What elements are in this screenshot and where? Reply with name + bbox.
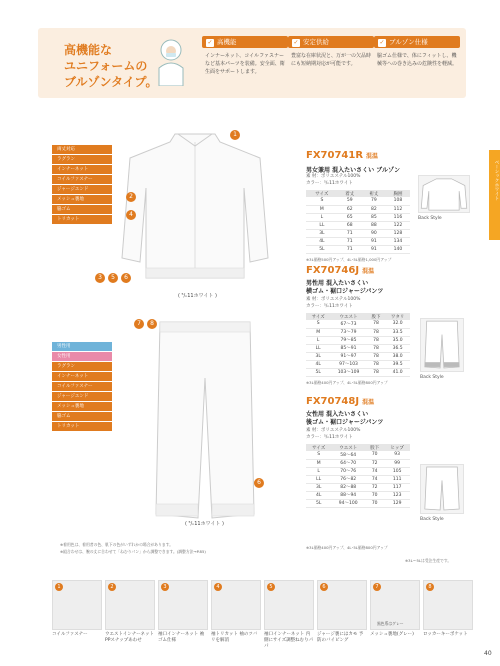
hero-title: 高機能な ユニフォームの ブルゾンタイプ。: [64, 43, 158, 89]
product3-back-style-image: [420, 464, 464, 514]
product2-back-style-image: [420, 318, 464, 372]
tag: トリカット: [52, 422, 112, 431]
table-row: 5L 71 91 140: [306, 245, 410, 253]
product2-name: 男性用 混入たいさくい 横ゴム・裾口ジャージパンツ: [306, 280, 384, 295]
product2-feature-tags: [52, 342, 112, 432]
tag: 男性用: [52, 342, 112, 351]
marker-5: 5: [108, 273, 118, 283]
tag: 脇ゴム: [52, 412, 112, 421]
table-row: S 58～64 70 93: [306, 451, 410, 459]
product3-size-table: サイズ ウエスト 股下 ヒップ S 58～64 70 93 M 64～70 72 99 L 70～76 74 105 LL 76～82 74 111 3L 82～88 72 117 4L 88～94 70 123 5L 94～100 70 129: [306, 444, 410, 508]
table-row: 4L 97～103 78 39.5: [306, 360, 410, 368]
detail-caption-8: ロッカーキーポケット: [423, 632, 468, 637]
table-row: L 65 85 116: [306, 213, 410, 221]
page-number: 40: [484, 650, 492, 657]
product3-name: 女性用 混入たいさくい 後ゴム・裾口ジャージパンツ: [306, 411, 384, 426]
product1-price-note: ※3L価格500円アップ、4L･5L価格1,000円アップ: [306, 257, 392, 262]
tag: ラグラン: [52, 155, 112, 164]
product1-back-label: Back Style: [418, 216, 442, 221]
detail-thumb-7: 7 黒色系はグレー: [370, 580, 420, 630]
product1-size-table: サイズ 着丈 裄丈 胸囲 S 59 79 108 M 62 82 112 L 65 85 116 LL 68 88 122 3L 71 90 128 4L 71 91 134 5L 71 91 140: [306, 190, 410, 254]
product2-meta: 素 材：ポリエステル100% カラー：⁵/ₙ11ホワイト: [306, 297, 361, 309]
tag: トリカット: [52, 215, 112, 224]
table-row: LL 68 88 122: [306, 221, 410, 229]
tag: インナーネット: [52, 165, 112, 174]
marker-6: 6: [121, 273, 131, 283]
table-row: LL 85～91 78 36.5: [306, 344, 410, 352]
product3-back-label: Back Style: [420, 517, 444, 522]
table-row: M 73～79 78 33.5: [306, 328, 410, 336]
marker-6-pants: 6: [254, 478, 264, 488]
detail-caption-1: コイルファスナー: [52, 632, 88, 637]
product2-color-caption: ( ⁵/ₙ11ホワイト ): [185, 521, 224, 527]
detail-caption-6: ジャージ裏にはカモ 予防のバイピング: [317, 632, 364, 643]
table-row: 4L 88～94 70 123: [306, 491, 410, 499]
marker-4: 4: [126, 210, 136, 220]
table-row: 5L 94～100 70 129: [306, 499, 410, 507]
product2-id: FX70746J 混温: [306, 265, 375, 276]
detail-inset-label: 黒色系はグレー: [377, 621, 404, 626]
tag: ジャージエンド: [52, 392, 112, 401]
tag: ラグラン: [52, 362, 112, 371]
table-row: S 59 79 108: [306, 197, 410, 205]
marker-1: 1: [230, 130, 240, 140]
tag: ジャージエンド: [52, 185, 112, 194]
table-row: M 64～70 72 99: [306, 459, 410, 467]
feature-blouson-spec: ✓ ブルゾン仕様 脇ゴム仕様で、体にフィットし、機械等への巻き込みの危険性を軽減。: [374, 36, 460, 68]
marker-3: 3: [95, 273, 105, 283]
product1-id: FX70741R 混温: [306, 150, 379, 161]
worker-figure-icon: [154, 38, 188, 86]
detail-caption-5: 袖口インナーネット 内側にサイズ調整ねむりパパ: [264, 632, 314, 649]
category-side-label: ベーシックホワイト: [494, 160, 499, 201]
product3-meta: 素 材：ポリエステル100% カラー：⁵/ₙ11ホワイト: [306, 428, 361, 440]
product2-price-note: ※3L価格400円アップ、4L･5L価格800円アップ: [306, 380, 388, 385]
jacket-image: [120, 128, 270, 290]
footnote-2: ※組合わせは、腕の丈に合わせて「ねむりパン」から調整できます。(調整方法→P.85): [60, 549, 206, 554]
detail-caption-2: ウエストインナーネット PPスナップあわせ: [105, 632, 155, 643]
tag: 両丈対応: [52, 145, 112, 154]
detail-thumb-1: 1: [52, 580, 102, 630]
tag: 女性用: [52, 352, 112, 361]
table-row: LL 76～82 74 111: [306, 475, 410, 483]
detail-thumb-8: 8: [423, 580, 473, 630]
made-to-order-note: ※3L～5Lは受注生産です。: [405, 558, 452, 563]
table-row: 4L 71 91 134: [306, 237, 410, 245]
detail-thumb-6: 6: [317, 580, 367, 630]
product3-price-note: ※3L価格400円アップ、4L･5L価格800円アップ: [306, 545, 388, 550]
detail-thumb-5: 5: [264, 580, 314, 630]
product1-meta: 素 材：ポリエステル100% カラー：⁵/ₙ11ホワイト: [306, 174, 361, 186]
detail-caption-3: 袖口インナーネット 袖ゴム仕様: [158, 632, 205, 643]
detail-caption-7: メッシュ裏地(グレー): [370, 632, 414, 637]
tag: インナーネット: [52, 372, 112, 381]
product2-size-table: サイズ ウエスト 股下 ワタリ S 67～73 78 32.0 M 73～79 78 33.5 L 79～85 78 35.0 LL 85～91 78 36.5 3L 91～97 78 38.0 4L 97～103 78 39.5 5L 103～109 78 41.0: [306, 313, 410, 377]
table-row: L 79～85 78 35.0: [306, 336, 410, 344]
tag: メッシュ裏地: [52, 402, 112, 411]
table-row: 3L 71 90 128: [306, 229, 410, 237]
table-row: M 62 82 112: [306, 205, 410, 213]
table-row: S 67～73 78 32.0: [306, 320, 410, 328]
tag: メッシュ裏地: [52, 195, 112, 204]
product3-id: FX70748J 混温: [306, 396, 375, 407]
marker-2: 2: [126, 192, 136, 202]
detail-thumb-2: 2: [105, 580, 155, 630]
product1-name: 男女兼用 混入たいさくい ブルゾン: [306, 167, 400, 174]
product1-back-style-image: [418, 175, 470, 213]
feature-stable-supply: ✓ 安定供給 豊富な在庫状況と、万が一の欠品時にも短納期対応が可能です。: [288, 36, 374, 68]
tag: コイルファスナー: [52, 382, 112, 391]
marker-7: 7: [134, 319, 144, 329]
pants-image: [150, 318, 260, 530]
product2-back-label: Back Style: [420, 375, 444, 380]
product1-color-caption: ( ⁵/ₙ11ホワイト ): [178, 293, 217, 299]
marker-8: 8: [147, 319, 157, 329]
tag: コイルファスナー: [52, 175, 112, 184]
detail-caption-4: 袖トリカット 袖のツバリを解消: [211, 632, 258, 643]
table-row: 3L 82～88 72 117: [306, 483, 410, 491]
table-row: 3L 91～97 78 38.0: [306, 352, 410, 360]
table-row: L 70～76 74 105: [306, 467, 410, 475]
table-row: 5L 103～109 78 41.0: [306, 368, 410, 376]
product1-feature-tags: [52, 145, 112, 225]
feature-high-function: ✓ 高機能 インナーネット、コイルファスナーなど基本パーツを装備。安全面、衛生面をサポートします。: [202, 36, 288, 76]
detail-thumb-4: 4: [211, 580, 261, 630]
footnote-1: ※着用色は、着用者の色、肌下の色がいずれかの場合があります。: [60, 542, 173, 547]
tag: 脇ゴム: [52, 205, 112, 214]
detail-thumb-3: 3: [158, 580, 208, 630]
